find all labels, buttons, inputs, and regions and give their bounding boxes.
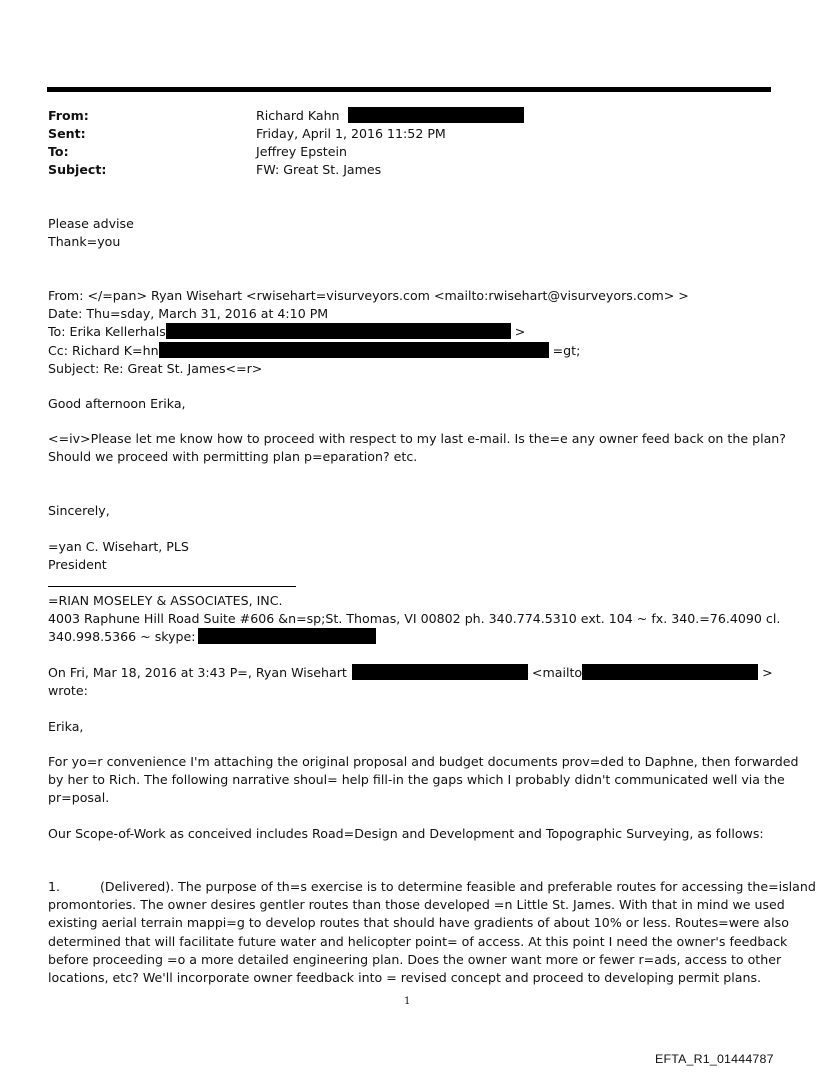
redaction-box [166, 323, 511, 339]
company-address: 4003 Raphune Hill Road Suite #606 &n=sp;St. Thomas, VI 00802 ph. 340.774.5310 ext. 104 ~ fx. 340.=76.4090 cl. [48, 611, 781, 627]
page-number: 1 [404, 996, 411, 1007]
intro-block [48, 215, 778, 251]
from-value: Richard Kahn [256, 108, 340, 123]
fwd-cc: Cc: Richard K=hn =gt; [48, 342, 581, 358]
intro-line: Thank=you [48, 234, 121, 250]
quote-header: On Fri, Mar 18, 2016 at 3:43 P=, Ryan Wisehart <mailto > wrote: [48, 665, 773, 699]
company-block [48, 592, 781, 647]
numbered-item: 1. (Delivered). The purpose of th=s exercise is to determine feasible and preferable routes for accessing the=island promontories. The owner desires gentler routes than those developed =n Little St. James. With that in mind we used existing aerial terrain mappi=g to develop routes that should have gradients of about 10% or less. Routes=were also determined that will facilitate future water and helicopter point= of access. At this point I need the owner's feedback before proceeding =o a more detailed engineering plan. Does the owner want more or fewer r=ads, access to other locations, etc? We'll incorporate owner feedback into = revised concept and proceed to developing permit plans. [48, 879, 816, 985]
sent-value: Friday, April 1, 2016 11:52 PM [256, 126, 446, 141]
item-number: 1. [48, 879, 61, 894]
fwd-subject: Subject: Re: Great St. James<=r> [48, 360, 263, 376]
from-label: From: [48, 108, 89, 123]
to-label: To: [48, 144, 69, 159]
sent-label: Sent: [48, 126, 86, 141]
header-rule [47, 87, 771, 92]
signature-block [48, 538, 778, 574]
fwd-date: Date: Thu=sday, March 31, 2016 at 4:10 PM [48, 306, 329, 322]
redaction-box [198, 628, 376, 644]
subject-label: Subject: [48, 162, 107, 177]
body-paragraph: <=iv>Please let me know how to proceed with respect to my last e-mail. Is the=e any owner feed back on the plan? Should we proceed with permitting plan p=eparation? etc. [48, 431, 786, 465]
redaction-box [582, 664, 758, 680]
quote-paragraph: For yo=r convenience I'm attaching the original proposal and budget documents prov=ded to Daphne, then forwarded by her to Rich. The following narrative shoul= help fill-in the gaps which I probably didn't communicated well via the pr=posal. [48, 754, 799, 806]
intro-line: Please advise [48, 216, 134, 231]
signature-name: =yan C. Wisehart, PLS [48, 539, 189, 554]
redaction-box [348, 107, 524, 123]
bates-number: EFTA_R1_01444787 [655, 1052, 774, 1066]
signature-divider [48, 586, 296, 587]
greeting: Good afternoon Erika, [48, 396, 186, 411]
quote-salutation: Erika, [48, 719, 84, 734]
redaction-box [159, 342, 549, 358]
scope-paragraph: Our Scope-of-Work as conceived includes Road=Design and Development and Topographic Surveying, as follows: [48, 826, 764, 841]
fwd-from: From: </=pan> Ryan Wisehart <rwisehart=visurveyors.com <mailto:rwisehart@visurveyors.com> > [48, 288, 689, 303]
signature-title: President [48, 557, 107, 573]
redaction-box [352, 664, 528, 680]
forwarded-header [48, 287, 778, 378]
company-name: =RIAN MOSELEY & ASSOCIATES, INC. [48, 593, 283, 608]
to-value: Jeffrey Epstein [256, 144, 347, 159]
subject-value: FW: Great St. James [256, 162, 382, 177]
company-phone: 340.998.5366 ~ skype: [48, 628, 778, 646]
signature-closing: Sincerely, [48, 503, 110, 518]
fwd-to: To: Erika Kellerhals > [48, 324, 526, 340]
